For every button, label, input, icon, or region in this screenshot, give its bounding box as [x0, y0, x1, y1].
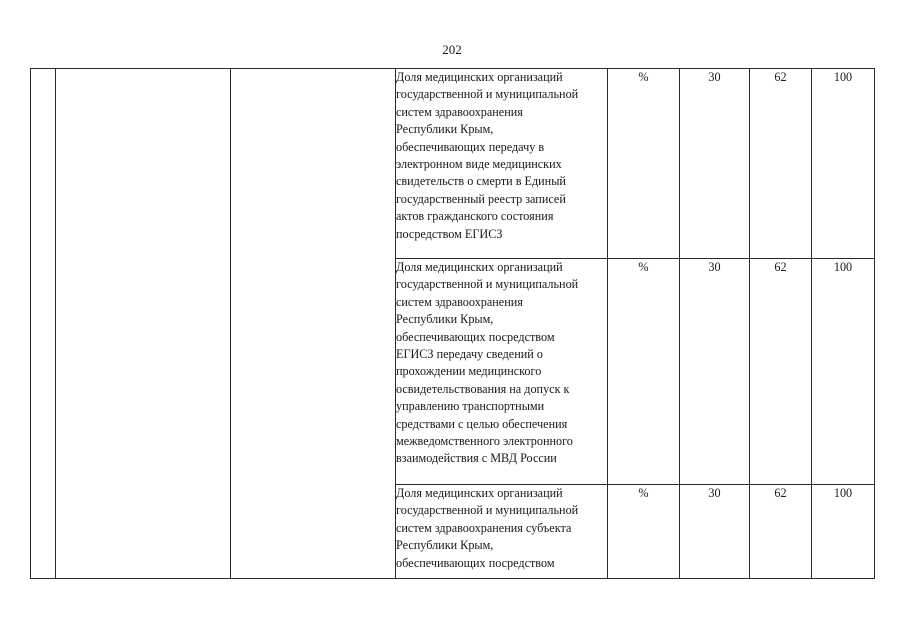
- indicator-text-line: прохождении медицинского: [396, 364, 542, 379]
- value-cell: 100: [812, 259, 875, 485]
- indicator-text-line: Республики Крым,: [396, 312, 494, 327]
- table-row: [31, 69, 875, 259]
- indicator-text: [396, 485, 607, 578]
- indicator-description: [396, 259, 608, 485]
- unit-cell: %: [608, 69, 680, 259]
- indicator-text-line: освидетельствования на допуск к: [396, 381, 570, 396]
- indicator-text-line: Доля медицинских организаций: [396, 70, 563, 84]
- indicator-text-line: свидетельств о смерти в Единый: [396, 174, 566, 189]
- indicator-text-line: систем здравоохранения: [396, 294, 523, 309]
- unit-cell: %: [608, 259, 680, 485]
- page-number: 202: [442, 42, 462, 57]
- value-cell: 62: [750, 69, 812, 259]
- indicator-text-line: систем здравоохранения субъекта: [396, 520, 572, 535]
- indicator-text-line: обеспечивающих посредством: [396, 329, 555, 344]
- indicator-text-line: электронном виде медицинских: [396, 157, 562, 172]
- indicator-text-line: актов гражданского состояния: [396, 209, 554, 224]
- indicator-text-line: государственной и муниципальной: [396, 277, 579, 292]
- indicator-text-line: обеспечивающих передачу в: [396, 139, 545, 154]
- indicator-text-line: межведомственного электронного: [396, 434, 573, 449]
- unit-cell: %: [608, 485, 680, 579]
- value-cell: 62: [750, 259, 812, 485]
- value-cell: 30: [680, 259, 750, 485]
- indicator-text-line: государственной и муниципальной: [396, 87, 579, 102]
- value-cell: 100: [812, 485, 875, 579]
- indicator-description: [396, 485, 608, 579]
- indicator-text: [396, 69, 607, 258]
- value-cell: 62: [750, 485, 812, 579]
- empty-cell: [231, 69, 396, 579]
- indicator-text-line: Республики Крым,: [396, 122, 494, 137]
- value-cell: 30: [680, 69, 750, 259]
- value-cell: 100: [812, 69, 875, 259]
- indicator-text-line: средствами с целью обеспечения: [396, 416, 568, 431]
- indicator-text-line: государственный реестр записей: [396, 191, 566, 206]
- indicator-text-line: систем здравоохранения: [396, 104, 523, 119]
- indicator-table: [30, 68, 875, 579]
- indicator-text-line: ЕГИСЗ передачу сведений о: [396, 347, 543, 362]
- empty-cell: [31, 69, 56, 579]
- indicator-text-line: взаимодействия с МВД России: [396, 451, 557, 466]
- indicator-text-line: Доля медицинских организаций: [396, 486, 563, 500]
- empty-cell: [56, 69, 231, 579]
- indicator-text-line: посредством ЕГИСЗ: [396, 226, 503, 241]
- indicator-text-line: государственной и муниципальной: [396, 503, 579, 518]
- value-cell: 30: [680, 485, 750, 579]
- indicator-text: [396, 259, 607, 484]
- indicator-text-line: Доля медицинских организаций: [396, 260, 563, 274]
- indicator-description: [396, 69, 608, 259]
- indicator-text-line: обеспечивающих посредством: [396, 555, 555, 570]
- indicator-text-line: управлению транспортными: [396, 399, 545, 414]
- indicator-text-line: Республики Крым,: [396, 538, 494, 553]
